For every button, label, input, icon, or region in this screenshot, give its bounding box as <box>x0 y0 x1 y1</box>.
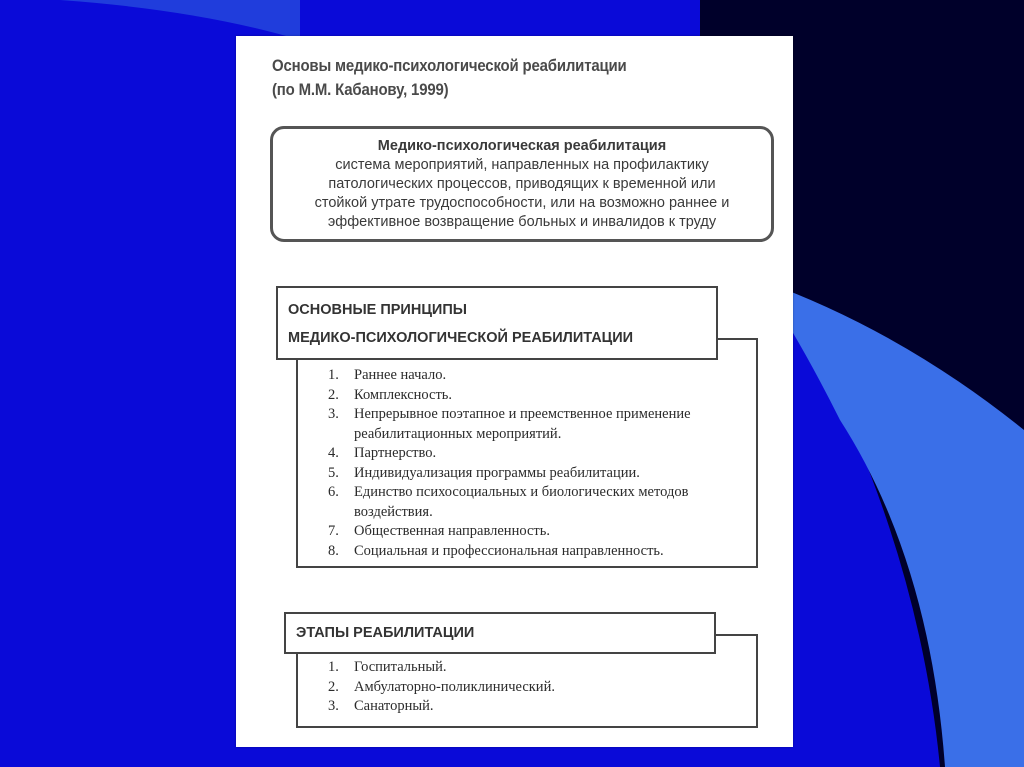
list-item: 6. Единство психосоциальных и биологических методов воздействия. <box>328 484 689 520</box>
title-line-2: (по М.М. Кабанову, 1999) <box>272 80 449 99</box>
definition-line: эффективное возвращение больных и инвалидов к труду <box>327 214 717 230</box>
definition-line: стойкой утрате трудоспособности, или на возможно раннее и <box>314 195 730 211</box>
definition-title: Медико-психологическая реабилитация <box>377 138 667 154</box>
list-item: 1. Раннее начало. <box>328 367 447 383</box>
principles-heading-line-1: ОСНОВНЫЕ ПРИНЦИПЫ <box>288 302 467 318</box>
principles-heading-line-2: МЕДИКО-ПСИХОЛОГИЧЕСКОЙ РЕАБИЛИТАЦИИ <box>288 330 634 346</box>
stages-heading: ЭТАПЫ РЕАБИЛИТАЦИИ <box>296 625 475 641</box>
list-item: 5. Индивидуализация программы реабилитации. <box>328 464 640 481</box>
list-item: 2. Комплексность. <box>328 386 453 403</box>
list-item: 3. Непрерывное поэтапное и преемственное применение реабилитационных мероприятий. <box>328 406 691 442</box>
list-item: 1. Госпитальный. <box>328 659 447 675</box>
stages-list <box>328 658 748 717</box>
definition-box <box>270 126 774 242</box>
list-item: 8. Социальная и профессиональная направленность. <box>328 542 664 559</box>
principles-heading-box <box>276 286 718 360</box>
list-item: 7. Общественная направленность. <box>328 523 550 539</box>
list-item: 2. Амбулаторно-поликлинический. <box>328 678 555 695</box>
list-item: 3. Санаторный. <box>328 698 434 714</box>
principles-list <box>328 366 758 561</box>
document-title <box>272 54 627 102</box>
definition-line: система мероприятий, направленных на профилактику <box>335 157 709 173</box>
title-line-1: Основы медико-психологической реабилитации <box>272 56 627 75</box>
definition-line: патологических процессов, приводящих к временной или <box>328 176 716 192</box>
document-page <box>236 36 793 747</box>
list-item: 4. Партнерство. <box>328 445 437 461</box>
stages-heading-box <box>284 612 716 654</box>
